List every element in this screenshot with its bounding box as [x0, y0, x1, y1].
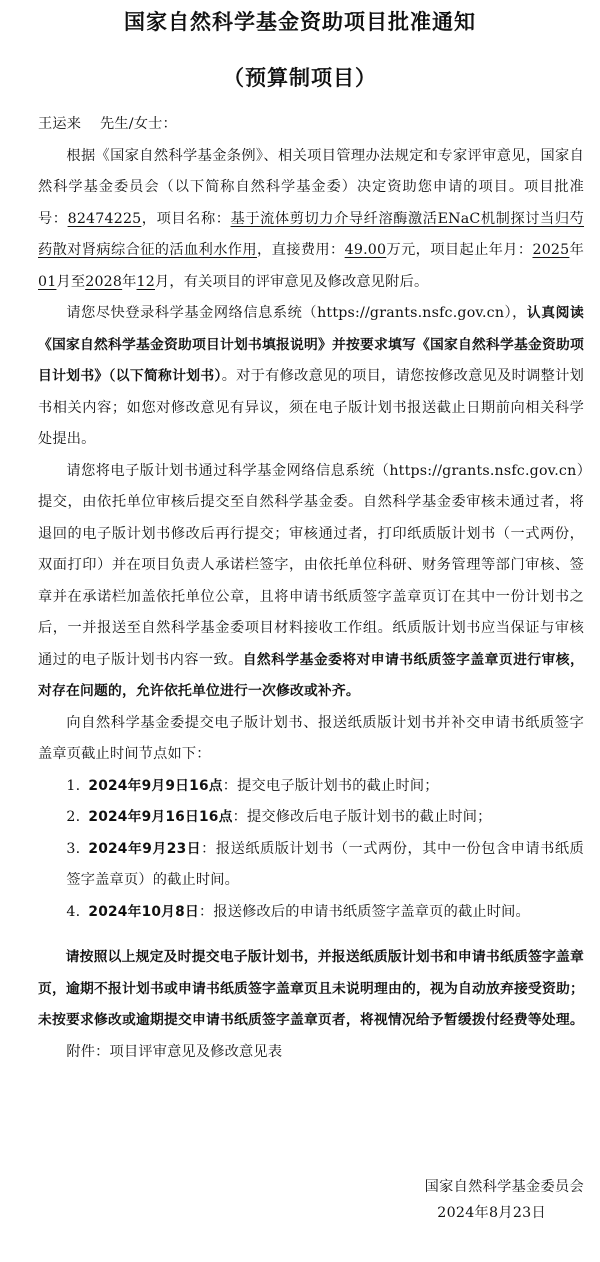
item-number: 1.	[66, 777, 81, 794]
project-name: 基于流体剪切力介导纤溶酶激活ENaC机制探讨当归芍药散对肾病综合征的活血利水作用	[38, 210, 585, 258]
greeting: 先生/女士：	[100, 116, 177, 132]
text: 请您尽快登录科学基金网络信息系统（https://grants.nsfc.gov.cn），	[66, 305, 527, 321]
approval-number: 82474225	[67, 210, 142, 227]
text: ，直接费用：	[257, 242, 345, 258]
bold-instruction: 认真阅读《国家自然科学基金资助项目计划书填报说明》并按要求填写《国家自然科学基金资助项目计划书》（以下简称计划书）	[38, 305, 584, 384]
attachment-line: 附件：项目评审意见及修改意见表	[66, 1043, 283, 1060]
warning-paragraph: 请按照以上规定及时提交电子版计划书，并报送纸质版计划书和申请书纸质签字盖章页，逾期不报计划书或申请书纸质签字盖章页且未说明理由的，视为自动放弃接受资助；未按要求修改或逾期提交申请书纸质签字盖章页者，将视情况给予暂缓拨付经费等处理。	[38, 949, 584, 1028]
text: 。对于有修改意见的项目，请您按修改意见及时调整计划书相关内容；如您对修改意见有异议，须在电子版计划书报送截止日期前向相关科学处提出。	[38, 368, 584, 447]
deadline-item	[38, 771, 584, 803]
end-year: 2028	[85, 273, 123, 290]
document-body	[38, 109, 584, 1068]
document-subtitle: （预算制项目）	[223, 66, 377, 90]
deadline-list	[38, 771, 584, 929]
deadline-text: ：报送修改后的申请书纸质签字盖章页的截止时间。	[198, 903, 530, 920]
item-number: 3.	[66, 840, 81, 857]
deadline-item	[38, 802, 584, 834]
bold-review-note: 自然科学基金委将对申请书纸质签字盖章页进行审核，对存在问题的，允许依托单位进行一次修改或补齐。	[38, 651, 584, 699]
item-number: 2.	[66, 809, 81, 825]
text: 年	[569, 242, 584, 258]
issue-date: 2024年8月23日	[437, 1205, 546, 1221]
direct-cost: 49.00	[344, 242, 387, 258]
text: 根据《国家自然科学基金条例》、相关项目管理办法规定和专家评审意见，国家自然科学基金委员会（以下简称自然科学基金委）决定资助您申请的项目。项目批准号：	[38, 147, 584, 227]
item-number: 4.	[66, 903, 81, 920]
start-month: 01	[38, 273, 57, 290]
paragraph-approval	[38, 141, 584, 299]
end-month: 12	[136, 273, 155, 290]
deadline-text: ：提交修改后电子版计划书的截止时间；	[232, 809, 492, 825]
paragraph-deadlines-intro: 向自然科学基金委提交电子版计划书、报送纸质版计划书并补交申请书纸质签字盖章页截止时间节点如下：	[38, 714, 584, 762]
text: 月至	[56, 273, 86, 290]
text: 万元，项目起止年月：	[386, 242, 533, 258]
paragraph-submission	[38, 456, 584, 708]
signature: 国家自然科学基金委员会	[424, 1179, 584, 1195]
start-year: 2025	[532, 242, 570, 258]
text: 月，有关项目的评审意见及修改意见附后。	[154, 273, 429, 290]
recipient-name: 王运来	[38, 116, 82, 132]
deadline-item	[38, 897, 584, 929]
text: 请您将电子版计划书通过科学基金网络信息系统（https://grants.nsfc.gov.cn）提交，由依托单位审核后提交至自然科学基金委。自然科学基金委审核未通过者，将退回的电子版计划书修改后再行提交；审核通过者，打印纸质版计划书（一式两份，双面打印）并在项目负责人承诺栏签字，由依托单位科研、财务管理等部门审核、签章并在承诺栏加盖依托单位公章，且将申请书纸质签字盖章页订在其中一份计划书之后，一并报送至自然科学基金委项目材料接收工作组。纸质版计划书应当保证与审核通过的电子版计划书内容一致。	[38, 462, 584, 668]
salutation	[38, 109, 584, 141]
deadline-date: 2024年9月9日16点	[88, 777, 223, 794]
text: ，项目名称：	[141, 210, 231, 227]
deadline-date: 2024年9月16日16点	[88, 809, 233, 825]
deadline-text: ：提交电子版计划书的截止时间；	[222, 777, 439, 794]
deadline-item	[38, 834, 584, 897]
paragraph-instructions	[38, 298, 584, 456]
document-title: 国家自然科学基金资助项目批准通知	[124, 10, 476, 34]
text: 年	[122, 273, 137, 290]
deadline-date: 2024年9月23日	[88, 840, 202, 857]
deadline-date: 2024年10月8日	[88, 903, 199, 920]
deadline-text: ：报送纸质版计划书（一式两份，其中一份包含申请书纸质签字盖章页）的截止时间。	[66, 840, 585, 888]
